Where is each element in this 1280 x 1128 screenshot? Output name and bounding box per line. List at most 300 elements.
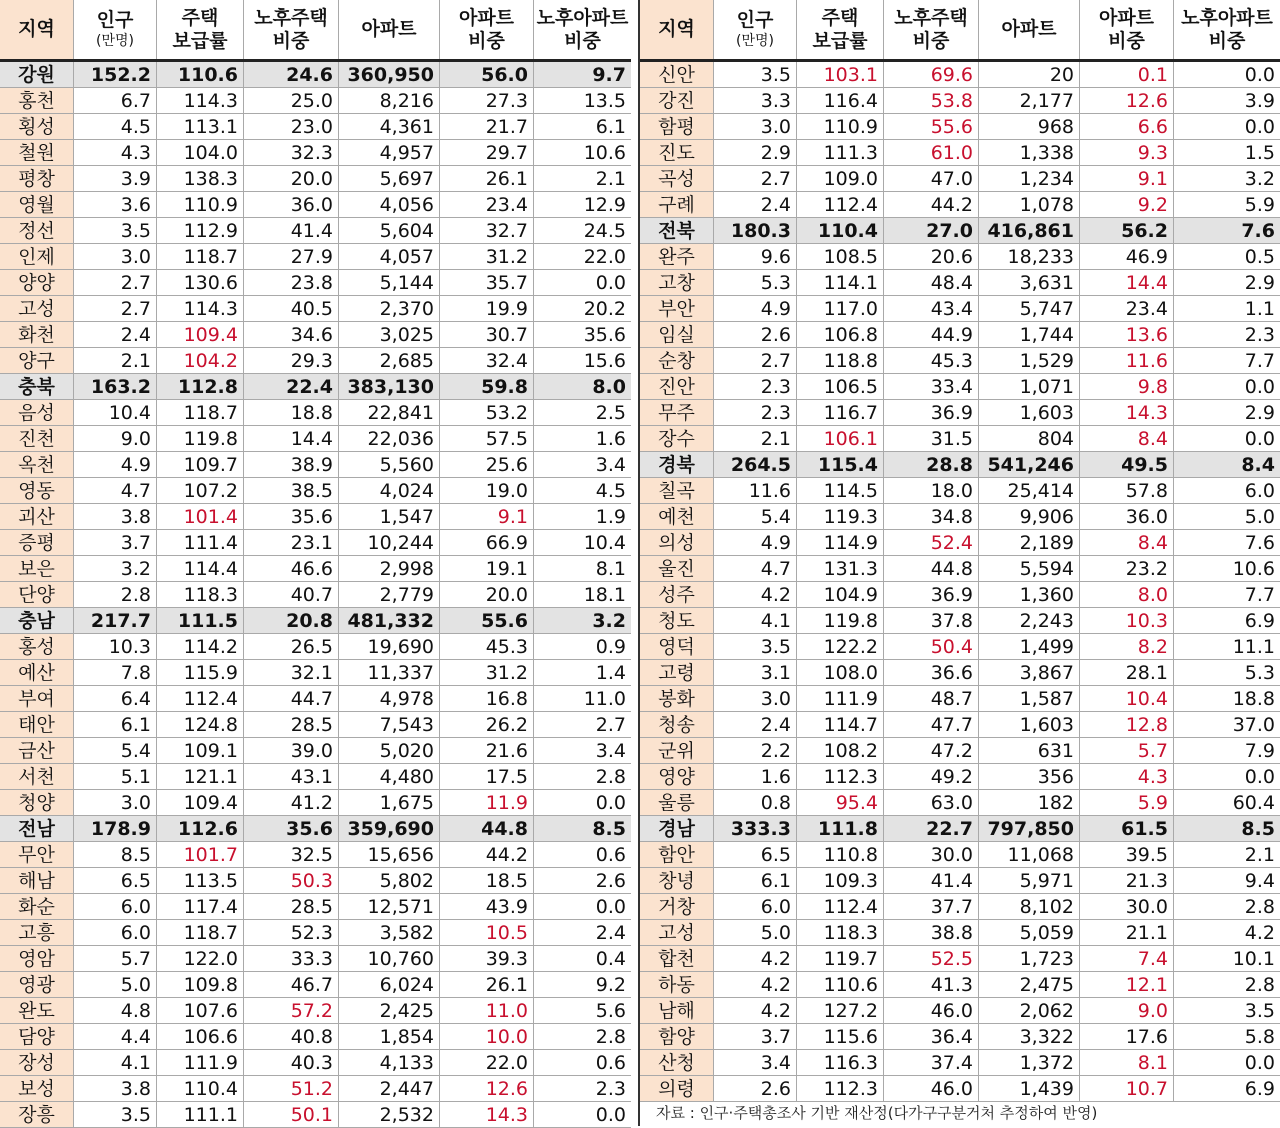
cell-old-housing: 37.7	[884, 894, 979, 919]
table-row	[0, 296, 631, 322]
cell-old-housing: 41.4	[244, 218, 339, 243]
cell-old-apt-share: 0.6	[595, 1052, 626, 1074]
table-row	[640, 88, 1280, 114]
cell-region: 성주	[640, 582, 714, 607]
cell-old-housing: 37.4	[884, 1050, 979, 1075]
cell-old-housing: 47.0	[884, 166, 979, 191]
cell-old-apt-share: 2.3	[1244, 324, 1275, 346]
cell-population: 6.1	[714, 868, 797, 893]
cell-population: 3.0	[74, 790, 157, 815]
cell-old-housing: 41.3	[884, 972, 979, 997]
cell-apt-share: 11.0	[440, 998, 534, 1023]
cell-apartments: 2,685	[339, 348, 440, 373]
cell-apt-share: 26.2	[440, 712, 534, 737]
cell-apartments: 10,244	[339, 530, 440, 555]
cell-apartments: 1,547	[339, 504, 440, 529]
cell-region: 태안	[0, 712, 74, 737]
cell-old-housing: 40.7	[244, 582, 339, 607]
cell-old-housing: 18.8	[244, 400, 339, 425]
cell-region: 증평	[0, 530, 74, 555]
cell-old-housing: 20.0	[244, 166, 339, 191]
cell-population: 3.2	[74, 556, 157, 581]
cell-apartments: 631	[979, 738, 1080, 763]
cell-old-apt-share: 1.6	[595, 428, 626, 450]
table-row	[640, 1076, 1280, 1102]
cell-old-apt-share: 3.4	[595, 454, 626, 476]
cell-apartments: 416,861	[979, 218, 1080, 243]
cell-apt-share: 66.9	[440, 530, 534, 555]
cell-supply-rate: 118.3	[797, 920, 884, 945]
cell-old-apt-share: 35.6	[583, 324, 626, 346]
table-row	[0, 452, 631, 478]
cell-region: 울진	[640, 556, 714, 581]
cell-apartments: 481,332	[339, 608, 440, 633]
table-row	[0, 1024, 631, 1050]
cell-old-apt-share: 13.5	[583, 90, 626, 112]
cell-apt-share: 30.7	[440, 322, 534, 347]
cell-region: 고성	[640, 920, 714, 945]
table-row	[0, 686, 631, 712]
cell-old-apt-share: 2.1	[1244, 844, 1275, 866]
cell-old-housing: 23.1	[244, 530, 339, 555]
cell-apt-share: 12.8	[1080, 712, 1174, 737]
cell-region: 봉화	[640, 686, 714, 711]
cell-population: 6.1	[74, 712, 157, 737]
cell-apt-share: 19.1	[440, 556, 534, 581]
cell-old-housing: 36.9	[884, 400, 979, 425]
cell-old-apt-share: 2.5	[595, 402, 626, 424]
cell-region: 강원	[0, 62, 74, 87]
cell-population: 3.5	[714, 634, 797, 659]
cell-population: 6.0	[714, 894, 797, 919]
cell-old-apt-share: 1.5	[1244, 142, 1275, 164]
cell-apt-share: 21.3	[1080, 868, 1174, 893]
cell-population: 5.0	[714, 920, 797, 945]
table-row	[640, 764, 1280, 790]
cell-supply-rate: 109.4	[157, 322, 244, 347]
cell-population: 178.9	[74, 816, 157, 841]
cell-old-apt-share: 9.4	[1244, 870, 1275, 892]
cell-old-housing: 51.2	[244, 1076, 339, 1101]
cell-old-housing: 32.5	[244, 842, 339, 867]
cell-old-apt-share: 12.9	[583, 194, 626, 216]
cell-old-housing: 41.2	[244, 790, 339, 815]
cell-supply-rate: 110.6	[157, 62, 244, 87]
cell-old-housing: 40.8	[244, 1024, 339, 1049]
cell-supply-rate: 103.1	[797, 62, 884, 87]
cell-old-housing: 47.7	[884, 712, 979, 737]
cell-population: 4.5	[74, 114, 157, 139]
cell-apt-share: 46.9	[1080, 244, 1174, 269]
cell-population: 264.5	[714, 452, 797, 477]
cell-apt-share: 12.6	[440, 1076, 534, 1101]
cell-old-apt-share: 5.9	[1244, 194, 1275, 216]
cell-population: 4.2	[714, 998, 797, 1023]
cell-population: 3.8	[74, 1076, 157, 1101]
cell-apt-share: 21.7	[440, 114, 534, 139]
cell-apartments: 1,603	[979, 400, 1080, 425]
cell-old-housing: 55.6	[884, 114, 979, 139]
cell-old-housing: 61.0	[884, 140, 979, 165]
province-row	[640, 816, 1280, 842]
cell-apt-share: 8.1	[1080, 1050, 1174, 1075]
table-row	[640, 166, 1280, 192]
cell-apt-share: 23.4	[1080, 296, 1174, 321]
cell-old-housing: 35.6	[244, 504, 339, 529]
cell-region: 괴산	[0, 504, 74, 529]
cell-old-apt-share: 3.5	[1244, 1000, 1275, 1022]
cell-apartments: 2,062	[979, 998, 1080, 1023]
cell-region: 고령	[640, 660, 714, 685]
cell-old-apt-share: 0.0	[595, 792, 626, 814]
cell-apt-share: 28.1	[1080, 660, 1174, 685]
cell-region: 칠곡	[640, 478, 714, 503]
cell-old-housing: 43.4	[884, 296, 979, 321]
table-row	[640, 478, 1280, 504]
cell-population: 2.3	[714, 374, 797, 399]
cell-old-apt-share: 7.7	[1244, 584, 1275, 606]
cell-apartments: 4,133	[339, 1050, 440, 1075]
cell-old-housing: 22.4	[244, 374, 339, 399]
cell-apartments: 12,571	[339, 894, 440, 919]
cell-population: 4.1	[714, 608, 797, 633]
cell-supply-rate: 112.3	[797, 764, 884, 789]
cell-apartments: 4,978	[339, 686, 440, 711]
cell-old-housing: 33.4	[884, 374, 979, 399]
cell-apartments: 1,071	[979, 374, 1080, 399]
cell-apartments: 3,867	[979, 660, 1080, 685]
cell-population: 333.3	[714, 816, 797, 841]
cell-old-apt-share: 4.2	[1244, 922, 1275, 944]
cell-old-apt-share: 8.5	[1241, 818, 1275, 840]
cell-supply-rate: 138.3	[157, 166, 244, 191]
cell-old-housing: 33.3	[244, 946, 339, 971]
cell-population: 4.9	[714, 530, 797, 555]
cell-apt-share: 32.7	[440, 218, 534, 243]
cell-apartments: 25,414	[979, 478, 1080, 503]
cell-region: 해남	[0, 868, 74, 893]
cell-old-housing: 28.8	[884, 452, 979, 477]
cell-region: 예산	[0, 660, 74, 685]
table-row	[0, 504, 631, 530]
table-row	[0, 140, 631, 166]
cell-population: 2.9	[714, 140, 797, 165]
cell-apartments: 1,078	[979, 192, 1080, 217]
cell-region: 경남	[640, 816, 714, 841]
table-row	[0, 270, 631, 296]
cell-population: 4.2	[714, 946, 797, 971]
cell-old-housing: 46.6	[244, 556, 339, 581]
table-row	[0, 972, 631, 998]
cell-apt-share: 5.7	[1080, 738, 1174, 763]
cell-apt-share: 10.7	[1080, 1076, 1174, 1101]
cell-old-housing: 27.0	[884, 218, 979, 243]
table-row	[640, 946, 1280, 972]
cell-region: 청도	[640, 608, 714, 633]
cell-supply-rate: 127.2	[797, 998, 884, 1023]
cell-apartments: 1,360	[979, 582, 1080, 607]
cell-old-housing: 48.7	[884, 686, 979, 711]
cell-region: 양구	[0, 348, 74, 373]
cell-apartments: 4,957	[339, 140, 440, 165]
cell-supply-rate: 118.7	[157, 400, 244, 425]
table-header	[0, 0, 631, 62]
cell-old-housing: 50.1	[244, 1102, 339, 1127]
cell-supply-rate: 112.4	[797, 192, 884, 217]
cell-apartments: 8,102	[979, 894, 1080, 919]
table-row	[0, 998, 631, 1024]
cell-old-housing: 45.3	[884, 348, 979, 373]
cell-old-apt-share: 0.0	[1244, 376, 1275, 398]
table-left-half	[0, 0, 631, 1128]
cell-old-apt-share: 10.6	[1232, 558, 1275, 580]
cell-old-apt-share: 0.0	[595, 896, 626, 918]
cell-population: 4.7	[714, 556, 797, 581]
cell-old-apt-share: 3.2	[1244, 168, 1275, 190]
cell-region: 의성	[640, 530, 714, 555]
cell-old-housing: 20.8	[244, 608, 339, 633]
cell-region: 고창	[640, 270, 714, 295]
cell-supply-rate: 107.2	[157, 478, 244, 503]
cell-supply-rate: 109.4	[157, 790, 244, 815]
cell-apartments: 1,439	[979, 1076, 1080, 1101]
cell-supply-rate: 113.1	[157, 114, 244, 139]
province-row	[0, 374, 631, 400]
cell-region: 홍천	[0, 88, 74, 113]
cell-supply-rate: 95.4	[797, 790, 884, 815]
cell-apt-share: 39.5	[1080, 842, 1174, 867]
cell-population: 9.6	[714, 244, 797, 269]
cell-supply-rate: 131.3	[797, 556, 884, 581]
table-row	[0, 868, 631, 894]
cell-apartments: 2,998	[339, 556, 440, 581]
cell-old-apt-share: 18.1	[583, 584, 626, 606]
cell-supply-rate: 116.3	[797, 1050, 884, 1075]
cell-supply-rate: 116.7	[797, 400, 884, 425]
cell-supply-rate: 117.4	[157, 894, 244, 919]
cell-supply-rate: 114.5	[797, 478, 884, 503]
cell-supply-rate: 130.6	[157, 270, 244, 295]
cell-apartments: 4,361	[339, 114, 440, 139]
cell-old-housing: 22.7	[884, 816, 979, 841]
cell-old-housing: 48.4	[884, 270, 979, 295]
table-body-left	[0, 62, 631, 1128]
table-row	[0, 842, 631, 868]
cell-population: 10.3	[74, 634, 157, 659]
cell-old-housing: 38.5	[244, 478, 339, 503]
cell-apartments: 1,603	[979, 712, 1080, 737]
cell-population: 2.7	[74, 296, 157, 321]
province-row	[0, 816, 631, 842]
cell-apartments: 2,177	[979, 88, 1080, 113]
cell-supply-rate: 111.9	[157, 1050, 244, 1075]
cell-supply-rate: 104.0	[157, 140, 244, 165]
cell-apartments: 2,243	[979, 608, 1080, 633]
cell-population: 2.3	[714, 400, 797, 425]
table-row	[640, 192, 1280, 218]
cell-supply-rate: 114.1	[797, 270, 884, 295]
cell-apt-share: 20.0	[440, 582, 534, 607]
cell-old-housing: 36.6	[884, 660, 979, 685]
cell-region: 전남	[0, 816, 74, 841]
cell-apartments: 4,024	[339, 478, 440, 503]
cell-population: 6.7	[74, 88, 157, 113]
cell-old-apt-share: 4.5	[595, 480, 626, 502]
cell-apt-share: 31.2	[440, 244, 534, 269]
cell-apt-share: 17.6	[1080, 1024, 1174, 1049]
cell-apartments: 383,130	[339, 374, 440, 399]
cell-old-apt-share: 5.8	[1244, 1026, 1275, 1048]
cell-apt-share: 7.4	[1080, 946, 1174, 971]
cell-old-housing: 32.3	[244, 140, 339, 165]
cell-old-housing: 46.0	[884, 998, 979, 1023]
cell-apt-share: 11.9	[440, 790, 534, 815]
cell-region: 부여	[0, 686, 74, 711]
cell-region: 합천	[640, 946, 714, 971]
cell-old-apt-share: 2.3	[595, 1078, 626, 1100]
cell-population: 2.7	[714, 166, 797, 191]
table-row	[0, 218, 631, 244]
cell-apartments: 3,582	[339, 920, 440, 945]
table-row	[640, 790, 1280, 816]
cell-population: 4.3	[74, 140, 157, 165]
cell-old-apt-share: 6.0	[1244, 480, 1275, 502]
cell-region: 충북	[0, 374, 74, 399]
cell-old-apt-share: 2.4	[595, 922, 626, 944]
cell-old-housing: 40.3	[244, 1050, 339, 1075]
cell-apt-share: 14.4	[1080, 270, 1174, 295]
table-row	[0, 348, 631, 374]
cell-apartments: 5,594	[979, 556, 1080, 581]
cell-region: 장수	[640, 426, 714, 451]
cell-apt-share: 22.0	[440, 1050, 534, 1075]
cell-old-housing: 38.8	[884, 920, 979, 945]
cell-region: 임실	[640, 322, 714, 347]
cell-supply-rate: 114.7	[797, 712, 884, 737]
cell-apt-share: 36.0	[1080, 504, 1174, 529]
cell-region: 금산	[0, 738, 74, 763]
cell-apartments: 6,024	[339, 972, 440, 997]
cell-population: 3.0	[74, 244, 157, 269]
cell-apt-share: 27.3	[440, 88, 534, 113]
cell-supply-rate: 101.4	[157, 504, 244, 529]
cell-old-housing: 50.4	[884, 634, 979, 659]
cell-supply-rate: 118.7	[157, 920, 244, 945]
table-row	[640, 296, 1280, 322]
table-row	[640, 504, 1280, 530]
cell-old-apt-share: 10.4	[583, 532, 626, 554]
cell-old-apt-share: 7.6	[1244, 532, 1275, 554]
cell-supply-rate: 115.4	[797, 452, 884, 477]
cell-region: 함평	[640, 114, 714, 139]
cell-supply-rate: 114.4	[157, 556, 244, 581]
cell-population: 5.4	[74, 738, 157, 763]
cell-apartments: 5,144	[339, 270, 440, 295]
cell-apartments: 541,246	[979, 452, 1080, 477]
cell-population: 1.6	[714, 764, 797, 789]
cell-apt-share: 26.1	[440, 972, 534, 997]
cell-old-apt-share: 24.5	[583, 220, 626, 242]
table-row	[0, 426, 631, 452]
cell-old-apt-share: 60.4	[1232, 792, 1275, 814]
cell-supply-rate: 109.0	[797, 166, 884, 191]
cell-population: 2.4	[714, 712, 797, 737]
cell-population: 3.0	[714, 686, 797, 711]
cell-old-apt-share: 9.2	[595, 974, 626, 996]
cell-region: 정선	[0, 218, 74, 243]
cell-old-apt-share: 22.0	[583, 246, 626, 268]
table-row	[0, 582, 631, 608]
cell-region: 곡성	[640, 166, 714, 191]
cell-supply-rate: 111.5	[157, 608, 244, 633]
header-supply-rate: 주택 보급률	[797, 0, 884, 59]
cell-old-apt-share: 0.5	[1244, 246, 1275, 268]
cell-old-housing: 30.0	[884, 842, 979, 867]
table-row	[0, 322, 631, 348]
cell-region: 하동	[640, 972, 714, 997]
cell-region: 순창	[640, 348, 714, 373]
cell-old-housing: 24.6	[244, 62, 339, 87]
cell-supply-rate: 111.3	[797, 140, 884, 165]
cell-apartments: 5,020	[339, 738, 440, 763]
cell-supply-rate: 108.0	[797, 660, 884, 685]
table-row	[640, 530, 1280, 556]
cell-apartments: 1,675	[339, 790, 440, 815]
cell-supply-rate: 114.9	[797, 530, 884, 555]
cell-supply-rate: 116.4	[797, 88, 884, 113]
cell-apt-share: 23.2	[1080, 556, 1174, 581]
cell-apartments: 2,475	[979, 972, 1080, 997]
cell-apartments: 5,059	[979, 920, 1080, 945]
cell-apt-share: 26.1	[440, 166, 534, 191]
table-row	[0, 920, 631, 946]
cell-apt-share: 0.1	[1080, 62, 1174, 87]
cell-old-apt-share: 8.1	[595, 558, 626, 580]
table-row	[0, 530, 631, 556]
cell-population: 6.0	[74, 920, 157, 945]
cell-old-apt-share: 5.6	[595, 1000, 626, 1022]
cell-old-apt-share: 1.4	[595, 662, 626, 684]
cell-population: 5.4	[714, 504, 797, 529]
cell-region: 화순	[0, 894, 74, 919]
cell-old-apt-share: 2.1	[595, 168, 626, 190]
cell-supply-rate: 124.8	[157, 712, 244, 737]
cell-apt-share: 5.9	[1080, 790, 1174, 815]
cell-apartments: 1,587	[979, 686, 1080, 711]
cell-old-apt-share: 15.6	[583, 350, 626, 372]
cell-region: 화천	[0, 322, 74, 347]
cell-population: 3.1	[714, 660, 797, 685]
cell-supply-rate: 114.2	[157, 634, 244, 659]
header-apartments: 아파트	[979, 0, 1080, 59]
cell-old-apt-share: 18.8	[1232, 688, 1275, 710]
header-population: 인구 (만명)	[74, 0, 157, 59]
cell-apartments: 1,372	[979, 1050, 1080, 1075]
cell-apt-share: 16.8	[440, 686, 534, 711]
table-row	[640, 270, 1280, 296]
cell-apartments: 7,543	[339, 712, 440, 737]
cell-old-housing: 52.4	[884, 530, 979, 555]
cell-apt-share: 39.3	[440, 946, 534, 971]
cell-supply-rate: 110.9	[157, 192, 244, 217]
cell-region: 영월	[0, 192, 74, 217]
cell-old-housing: 44.7	[244, 686, 339, 711]
cell-population: 2.4	[714, 192, 797, 217]
cell-population: 4.8	[74, 998, 157, 1023]
cell-supply-rate: 115.9	[157, 660, 244, 685]
cell-apartments: 2,532	[339, 1102, 440, 1127]
cell-old-housing: 18.0	[884, 478, 979, 503]
